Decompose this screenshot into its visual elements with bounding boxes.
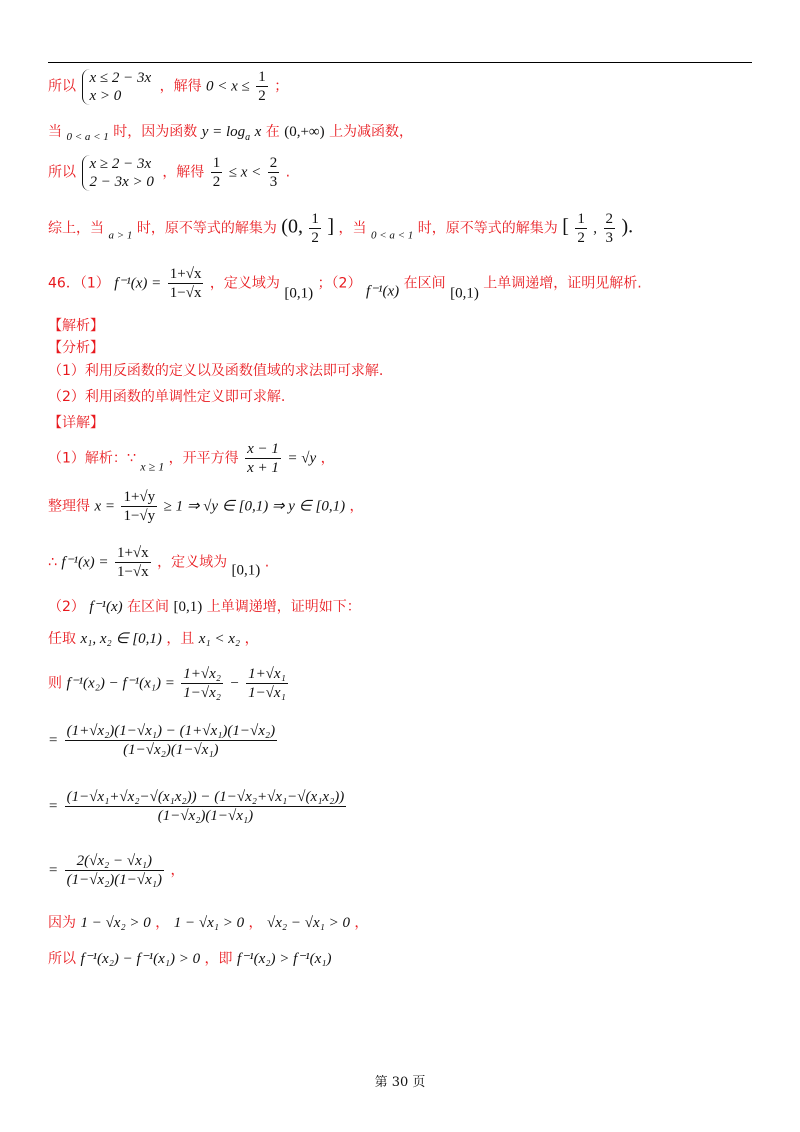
denominator: (1−√x₂)(1−√x₁)	[123, 742, 219, 758]
denominator: 2	[258, 88, 266, 104]
question-number: 46．（1）	[48, 275, 110, 292]
fraction	[575, 210, 587, 247]
math: f⁻¹(x₂) − f⁻¹(x₁) > 0	[80, 951, 201, 967]
fraction	[65, 722, 278, 759]
text-line	[48, 950, 332, 968]
numerator: 1	[577, 211, 585, 227]
text: 所以	[48, 951, 76, 967]
math: [0,1)	[450, 285, 479, 302]
numerator: 1+√x₁	[248, 666, 286, 682]
text: ，解得	[159, 78, 202, 95]
math: y = log	[201, 124, 246, 140]
fraction	[115, 544, 151, 581]
numerator: (1+√x₂)(1−√x₁) − (1+√x₁)(1−√x₂)	[66, 723, 276, 739]
math: ,	[593, 220, 598, 237]
text: ，即	[204, 951, 233, 967]
denominator: 3	[605, 230, 613, 246]
text: ，定义域为	[157, 554, 228, 571]
text: ，开平方得	[168, 450, 239, 467]
text: 上为减函数，	[329, 124, 414, 140]
section-heading-analysis: 【解析】	[48, 318, 104, 334]
text: ，	[248, 915, 263, 931]
text: 时，原不等式的解集为	[417, 220, 558, 237]
denominator: 1−√x₂	[183, 685, 222, 701]
fraction	[65, 852, 164, 889]
equation-system	[82, 155, 153, 191]
text: ，	[170, 862, 185, 879]
text: ，	[349, 498, 364, 515]
text: ，当	[338, 220, 367, 237]
numerator: x − 1	[247, 441, 279, 457]
fraction	[245, 440, 281, 477]
equation-line	[48, 852, 184, 889]
text: 在区间	[127, 599, 170, 615]
text: 整理得	[48, 498, 90, 515]
text: 所以	[48, 78, 76, 95]
equation-line	[48, 788, 348, 825]
numerator: 1	[212, 155, 221, 171]
text: ，	[320, 450, 335, 467]
text: （2）	[48, 599, 85, 615]
fraction	[268, 154, 280, 191]
answer-line	[48, 265, 642, 303]
math: x ≥ 1	[140, 459, 165, 474]
numerator: 1+√x	[116, 545, 149, 561]
section-heading-detail: 【详解】	[48, 415, 104, 431]
text: 在区间	[403, 275, 446, 292]
math: = √y	[287, 450, 317, 467]
text: ，且	[166, 631, 195, 647]
text: 时，原不等式的解集为	[136, 220, 277, 237]
text: ，	[244, 631, 259, 647]
text-line	[48, 630, 259, 648]
math: 1 − √x₁ > 0	[173, 915, 245, 931]
text: 则	[48, 675, 62, 692]
text-line	[48, 123, 413, 147]
math: f⁻¹(x)	[89, 599, 123, 615]
denominator: 2	[212, 174, 221, 190]
text: ，	[155, 915, 170, 931]
text-line	[48, 440, 335, 477]
fraction	[168, 265, 204, 302]
fraction	[181, 665, 223, 702]
numerator: 1	[311, 211, 319, 227]
math: f⁻¹(x₂) > f⁻¹(x₁)	[237, 951, 332, 967]
math: x	[254, 124, 262, 140]
numerator: 2	[605, 211, 613, 227]
text: .	[264, 554, 270, 571]
math: =	[48, 862, 59, 879]
denominator: 1−√x₁	[248, 685, 286, 701]
math: [0,1)	[231, 562, 261, 579]
text: 因为	[48, 915, 76, 931]
text-line	[48, 914, 368, 932]
math: 1 − √x₂ > 0	[80, 915, 151, 931]
fraction	[256, 68, 268, 105]
math: x ≥ 2 − 3x	[89, 155, 152, 172]
text: 在	[265, 124, 280, 140]
fraction	[211, 154, 223, 191]
math: x₁ < x₂	[198, 631, 241, 647]
math: f⁻¹(x₂) − f⁻¹(x₁) =	[66, 675, 175, 692]
text: 时，因为函数	[113, 124, 198, 140]
math: f⁻¹(x) =	[114, 275, 162, 292]
math: f⁻¹(x)	[365, 283, 400, 300]
text: .	[285, 164, 291, 181]
math: =	[48, 798, 59, 815]
text-line: （1）利用反函数的定义以及函数值域的求法即可求解.	[48, 363, 384, 379]
math: ]	[327, 215, 335, 238]
text: ，	[354, 915, 369, 931]
text-line	[48, 544, 269, 581]
fraction	[309, 210, 321, 247]
header-rule	[48, 62, 752, 63]
math: x =	[94, 498, 115, 515]
math: ≥ 1 ⇒ √y ∈ [0,1) ⇒ y ∈ [0,1)	[163, 498, 346, 515]
numerator: 2(√x₂ − √x₁)	[65, 852, 164, 871]
fraction	[121, 488, 157, 525]
math-subscript: a	[245, 131, 251, 143]
text-line	[48, 210, 633, 247]
math: a > 1	[108, 229, 133, 242]
text-line	[48, 598, 361, 616]
denominator: (1−√x₂)(1−√x₁)	[66, 872, 163, 888]
text: 综上，当	[48, 220, 104, 237]
text: （1）解析：∵	[48, 450, 136, 467]
text: ；（2）	[317, 275, 362, 292]
numerator: 2	[269, 155, 278, 171]
text: 上单调递增，证明如下：	[206, 599, 361, 615]
numerator: 1+√x₂	[183, 666, 222, 682]
text-line	[48, 154, 290, 191]
math: ).	[621, 215, 634, 238]
denominator: 1−√x	[116, 564, 149, 580]
denominator: x + 1	[247, 460, 279, 476]
equation-line	[48, 722, 279, 759]
text: 上单调递增，证明见解析.	[483, 275, 642, 292]
math: [	[562, 215, 569, 238]
math: 0 < a < 1	[66, 131, 109, 143]
denominator: 3	[269, 174, 278, 190]
text: ，定义域为	[209, 275, 280, 292]
math: x₁, x₂ ∈ [0,1)	[80, 631, 162, 647]
math: x > 0	[89, 87, 122, 104]
numerator: 1+√y	[123, 489, 156, 505]
text: 任取	[48, 631, 76, 647]
denominator: 1−√y	[123, 508, 156, 524]
denominator: 1−√x	[169, 285, 202, 301]
text: 所以	[48, 164, 76, 181]
math: √x₂ − √x₁ > 0	[266, 915, 350, 931]
denominator: 2	[577, 230, 585, 246]
equation-system	[82, 69, 151, 105]
text-line	[48, 665, 290, 702]
fraction	[65, 788, 347, 825]
math: 2 − 3x > 0	[89, 173, 154, 190]
math: 0 < x ≤	[206, 78, 250, 95]
math: [0,1)	[284, 285, 314, 302]
denominator: 2	[311, 230, 319, 246]
text-line: （2）利用函数的单调性定义即可求解.	[48, 389, 286, 405]
text: ；	[274, 78, 289, 95]
math: f⁻¹(x) =	[61, 554, 109, 571]
numerator: 1	[258, 69, 266, 85]
fraction	[604, 210, 616, 247]
fraction	[246, 665, 288, 702]
text-line	[48, 488, 364, 525]
math: ≤ x <	[228, 164, 262, 181]
section-heading-outline: 【分析】	[48, 340, 104, 356]
text-line	[48, 68, 288, 105]
math: x ≤ 2 − 3x	[89, 69, 152, 86]
page-number: 第 30 页	[374, 1075, 426, 1090]
numerator: (1−√x₁+√x₂−√(x₁x₂)) − (1−√x₂+√x₁−√(x₁x₂))	[66, 789, 345, 805]
text: ，解得	[162, 164, 205, 181]
math: (0,	[281, 215, 303, 238]
numerator: 1+√x	[169, 266, 202, 282]
denominator: (1−√x₂)(1−√x₁)	[157, 808, 254, 824]
math: [0,1)	[173, 599, 203, 615]
math: (0,+∞)	[284, 124, 325, 140]
text: ∴	[48, 554, 57, 571]
math: 0 < a < 1	[370, 229, 414, 242]
text: 当	[48, 124, 62, 140]
math: −	[229, 675, 240, 692]
math: =	[48, 732, 59, 749]
